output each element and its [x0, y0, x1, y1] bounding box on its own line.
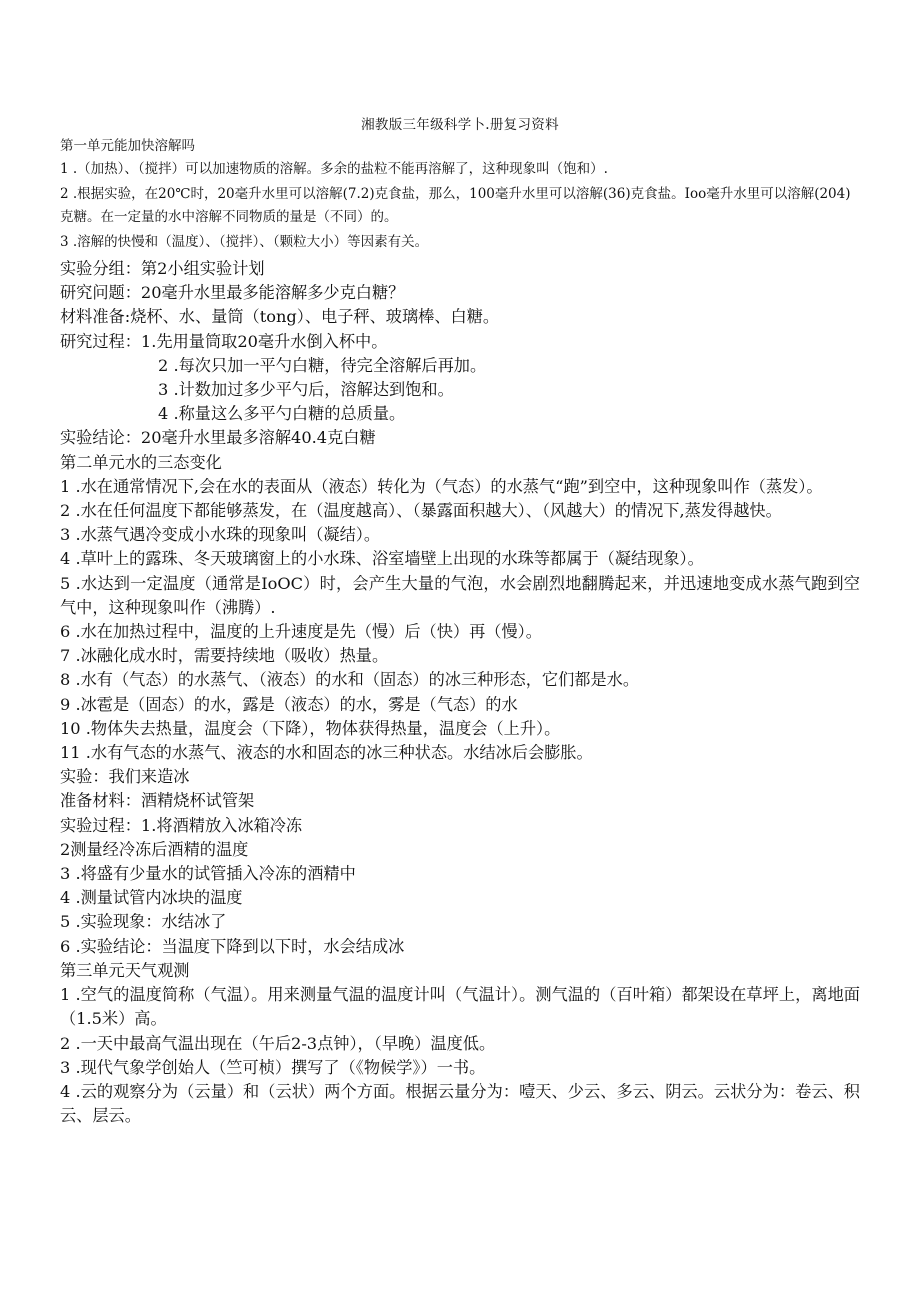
- experiment2-step-2: 2测量经冷冻后酒精的温度: [60, 839, 249, 859]
- unit2-point-4: 4 .草叶上的露珠、冬天玻璃窗上的小水珠、浴室墙壁上出现的水珠等都属于（凝结现象）。: [60, 549, 704, 569]
- experiment1-process-first: 研究过程：1.先用量筒取20毫升水倒入杯中。: [60, 331, 388, 351]
- unit2-point-8: 8 .水有（气态）的水蒸气、（液态）的水和（固态）的冰三种形态，它们都是水。: [60, 670, 640, 690]
- unit2-point-1: 1 .水在通常情况下,会在水的表面从（液态）转化为（气态）的水蒸气“跑”到空中，这种现象叫作（蒸发）。: [60, 476, 823, 496]
- experiment2-step-3: 3 .将盛有少量水的试管插入冷冻的酒精中: [60, 864, 356, 884]
- unit2-heading: 第二单元水的三态变化: [60, 452, 222, 472]
- unit2-point-6: 6 .水在加热过程中，温度的上升速度是先（慢）后（快）再（慢）。: [60, 622, 542, 642]
- experiment1-group: 实验分组：第2小组实验计划: [60, 259, 265, 278]
- unit2-point-10: 10 .物体失去热量，温度会（下降），物体获得热量，温度会（上升）。: [60, 718, 561, 738]
- experiment2-step-4: 4 .测量试管内冰块的温度: [60, 888, 243, 908]
- unit1-point-1: 1 .（加热）、（搅拌）可以加速物质的溶解。多余的盐粒不能再溶解了，这种现象叫（饱和）.: [60, 161, 608, 177]
- unit2-point-3: 3 .水蒸气遇冷变成小水珠的现象叫（凝结）。: [60, 525, 381, 545]
- experiment1-step-2: 2 .每次只加一平勺白糖，待完全溶解后再加。: [158, 355, 487, 375]
- experiment1-question: 研究问题：20毫升水里最多能溶解多少克白糖？: [60, 283, 405, 303]
- experiment2-title: 实验：我们来造冰: [60, 767, 190, 787]
- experiment2-process-first: 实验过程：1.将酒精放入冰箱冷冻: [60, 815, 303, 835]
- unit2-point-5: 5 .水达到一定温度（通常是IoOC）时，会产生大量的气泡，水会剧烈地翻腾起来，并迅速地变成水蒸气跑到空气中，这种现象叫作（沸腾）.: [60, 573, 860, 617]
- unit3-point-2: 2 .一天中最高气温出现在（午后2-3点钟），（早晚）温度低。: [60, 1033, 496, 1053]
- experiment1-conclusion: 实验结论：20毫升水里最多溶解40.4克白糖: [60, 428, 376, 448]
- experiment1-materials: 材料准备:烧杯、水、量筒（tong）、电子秤、玻璃棒、白糖。: [60, 307, 500, 327]
- unit1-heading: 第一单元能加快溶解吗: [60, 138, 195, 154]
- unit2-point-2: 2 .水在任何温度下都能够蒸发，在（温度越高）、（暴露面积越大）、（风越大）的情况下,蒸发得越快。: [60, 501, 782, 521]
- unit2-point-7: 7 .冰融化成水时，需要持续地（吸收）热量。: [60, 646, 389, 666]
- experiment1-step-4: 4 .称量这么多平勺白糖的总质量。: [158, 404, 406, 424]
- unit1-section: [60, 135, 860, 256]
- unit1-point-2: 2 .根据实验，在20℃时，20毫升水里可以溶解(7.2)克食盐，那么，100毫升水里可以溶解(36)克食盐。Ioo毫升水里可以溶解(204)克糖。在一定量的水中溶解不同物质的量是（不同）的。: [60, 186, 851, 225]
- experiment1-step-3: 3 .计数加过多少平勺后，溶解达到饱和。: [158, 380, 454, 400]
- unit1-point-3: 3 .溶解的快慢和（温度）、（搅拌）、（颗粒大小）等因素有关。: [60, 234, 429, 250]
- unit2-point-11: 11 .水有气态的水蒸气、液态的水和固态的冰三种状态。水结冰后会膨胀。: [60, 743, 593, 763]
- unit3-point-4: 4 .云的观察分为（云量）和（云状）两个方面。根据云量分为：噎天、少云、多云、阴云。云状分为：卷云、积云、层云。: [60, 1081, 860, 1126]
- experiment2-step-6: 6 .实验结论：当温度下降到以下时，水会结成冰: [60, 936, 405, 956]
- unit3-point-1: 1 .空气的温度简称（气温）。用来测量气温的温度计叫（气温计）。测气温的（百叶箱）都架设在草坪上，离地面（1.5米）高。: [60, 985, 860, 1029]
- unit2-point-9: 9 .冰雹是（固态）的水，露是（液态）的水，雾是（气态）的水: [60, 694, 518, 714]
- unit3-point-3: 3 .现代气象学创始人（竺可桢）撰写了（《物候学》）一书。: [60, 1057, 486, 1077]
- main-content: [60, 257, 860, 1128]
- document-title: 湘教版三年级科学卜.册复习资料: [361, 117, 559, 133]
- experiment2-materials: 准备材料：酒精烧杯试管架: [60, 791, 255, 811]
- experiment2-step-5: 5 .实验现象：水结冰了: [60, 912, 227, 932]
- unit3-heading: 第三单元天气观测: [60, 960, 190, 980]
